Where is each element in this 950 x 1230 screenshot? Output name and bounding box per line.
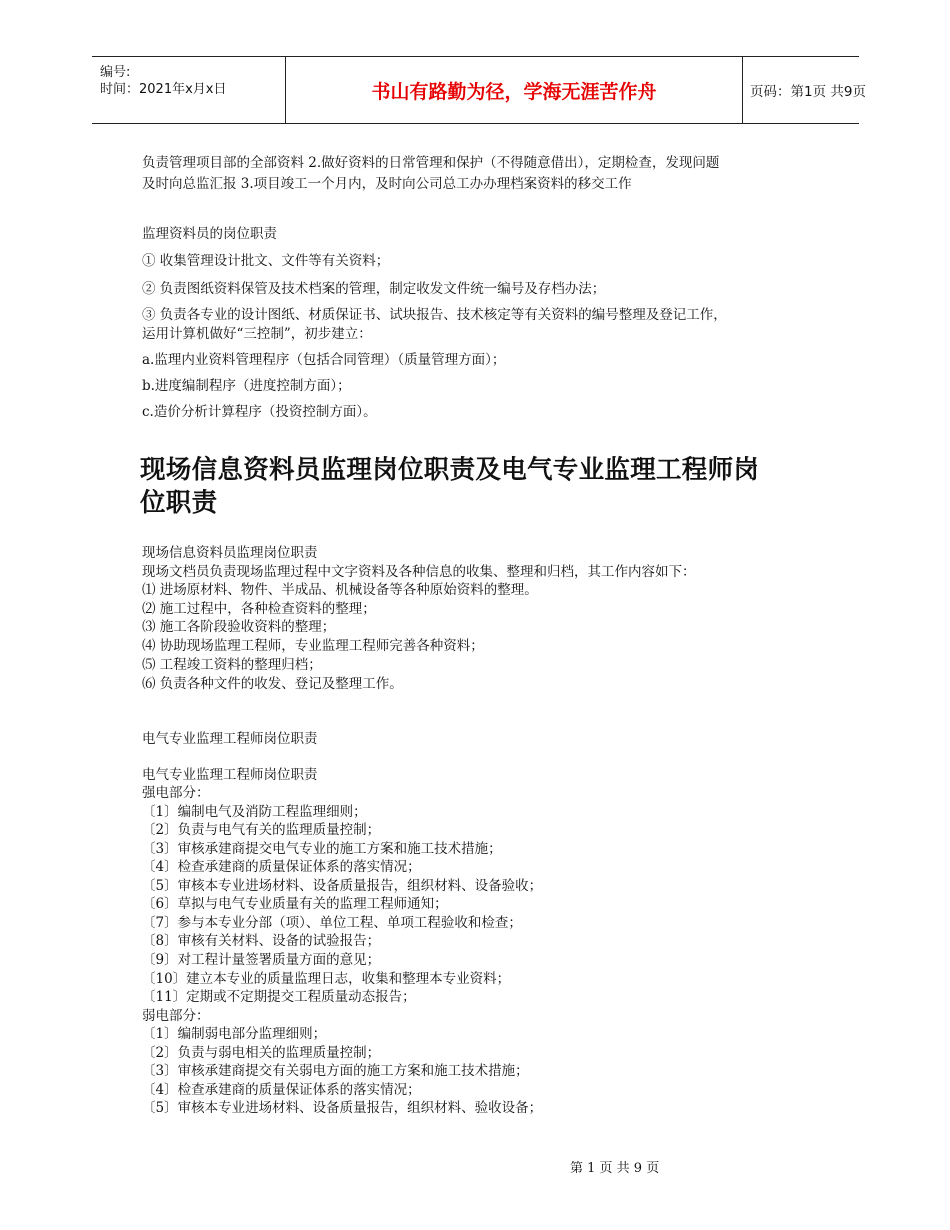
section3-line: 〔9〕对工程计量签署质量方面的意见； — [142, 952, 381, 968]
section3-line: 〔4〕检查承建商的质量保证体系的落实情况； — [142, 1082, 421, 1098]
section1-item: ① 收集管理设计批文、文件等有关资料； — [142, 253, 390, 269]
section1-item: 运用计算机做好“三控制”，初步建立： — [142, 326, 372, 342]
section3-line: 〔5〕审核本专业进场材料、设备质量报告，组织材料、设备验收； — [142, 878, 543, 894]
document-time-label: 时间：2021年x月x日 — [100, 82, 227, 97]
section1-item: a.监理内业资料管理程序（包括合同管理）（质量管理方面）； — [142, 352, 506, 368]
page-header — [92, 56, 866, 124]
section3-line: 〔3〕审核承建商提交电气专业的施工方案和施工技术措施； — [142, 841, 502, 857]
section3-line: 强电部分： — [142, 785, 210, 801]
header-motto: 书山有路勤为径，学海无涯苦作舟 — [285, 57, 743, 123]
section3-line: 〔2〕负责与弱电相关的监理质量控制； — [142, 1045, 381, 1061]
header-meta — [92, 57, 285, 123]
document-number-label: 编号: — [100, 65, 131, 80]
section2-line: 现场信息资料员监理岗位职责 — [142, 545, 318, 561]
section3-line: 〔5〕审核本专业进场材料、设备质量报告，组织材料、验收设备； — [142, 1100, 543, 1116]
section3-line: 〔1〕编制弱电部分监理细则； — [142, 1026, 327, 1042]
section2-line: ⑴ 进场原材料、物件、半成品、机械设备等各种原始资料的整理。 — [142, 582, 538, 598]
main-heading-line-2: 位职责 — [140, 488, 218, 518]
section3-line: 〔4〕检查承建商的质量保证体系的落实情况； — [142, 859, 421, 875]
section3-title: 电气专业监理工程师岗位职责 — [142, 731, 318, 747]
section3-line: 〔11〕定期或不定期提交工程质量动态报告； — [142, 989, 416, 1005]
section1-item: c.造价分析计算程序（投资控制方面）。 — [142, 404, 377, 420]
header-page-number: 页码：第1页 共9页 — [750, 84, 866, 100]
section3-line: 〔10〕建立本专业的质量监理日志，收集和整理本专业资料； — [142, 971, 511, 987]
section2-line: ⑹ 负责各种文件的收发、登记及整理工作。 — [142, 676, 403, 692]
section3-line: 〔6〕草拟与电气专业质量有关的监理工程师通知； — [142, 896, 448, 912]
intro-line-1: 负责管理项目部的全部资料 2.做好资料的日常管理和保护（不得随意借出），定期检查，发现问题 — [142, 155, 720, 171]
section1-title: 监理资料员的岗位职责 — [142, 226, 277, 242]
page-footer: 第 1 页 共 9 页 — [570, 1161, 660, 1176]
section3-line: 〔8〕审核有关材料、设备的试验报告； — [142, 933, 381, 949]
section2-line: ⑷ 协助现场监理工程师，专业监理工程师完善各种资料； — [142, 638, 484, 654]
section3-line: 电气专业监理工程师岗位职责 — [142, 767, 318, 783]
section3-line: 〔1〕编制电气及消防工程监理细则； — [142, 804, 367, 820]
section3-line: 〔3〕审核承建商提交有关弱电方面的施工方案和施工技术措施； — [142, 1063, 529, 1079]
intro-line-2: 及时向总监汇报 3.项目竣工一个月内，及时向公司总工办办理档案资料的移交工作 — [142, 176, 632, 192]
section3-line: 弱电部分： — [142, 1008, 210, 1024]
section1-item: ② 负责图纸资料保管及技术档案的管理，制定收发文件统一编号及存档办法； — [142, 281, 606, 297]
section2-line: ⑸ 工程竣工资料的整理归档； — [142, 657, 322, 673]
section2-line: ⑵ 施工过程中，各种检查资料的整理； — [142, 601, 376, 617]
section1-item: ③ 负责各专业的设计图纸、材质保证书、试块报告、技术核定等有关资料的编号整理及登记工作， — [142, 307, 727, 323]
main-heading-line-1: 现场信息资料员监理岗位职责及电气专业监理工程师岗 — [140, 455, 760, 485]
section3-line: 〔2〕负责与电气有关的监理质量控制； — [142, 822, 381, 838]
section1-item: b.进度编制程序（进度控制方面）； — [142, 378, 351, 394]
section2-line: 现场文档员负责现场监理过程中文字资料及各种信息的收集、整理和归档，其工作内容如下： — [142, 564, 696, 580]
section3-line: 〔7〕参与本专业分部（项）、单位工程、单项工程验收和检查； — [142, 915, 522, 931]
section2-line: ⑶ 施工各阶段验收资料的整理； — [142, 619, 336, 635]
